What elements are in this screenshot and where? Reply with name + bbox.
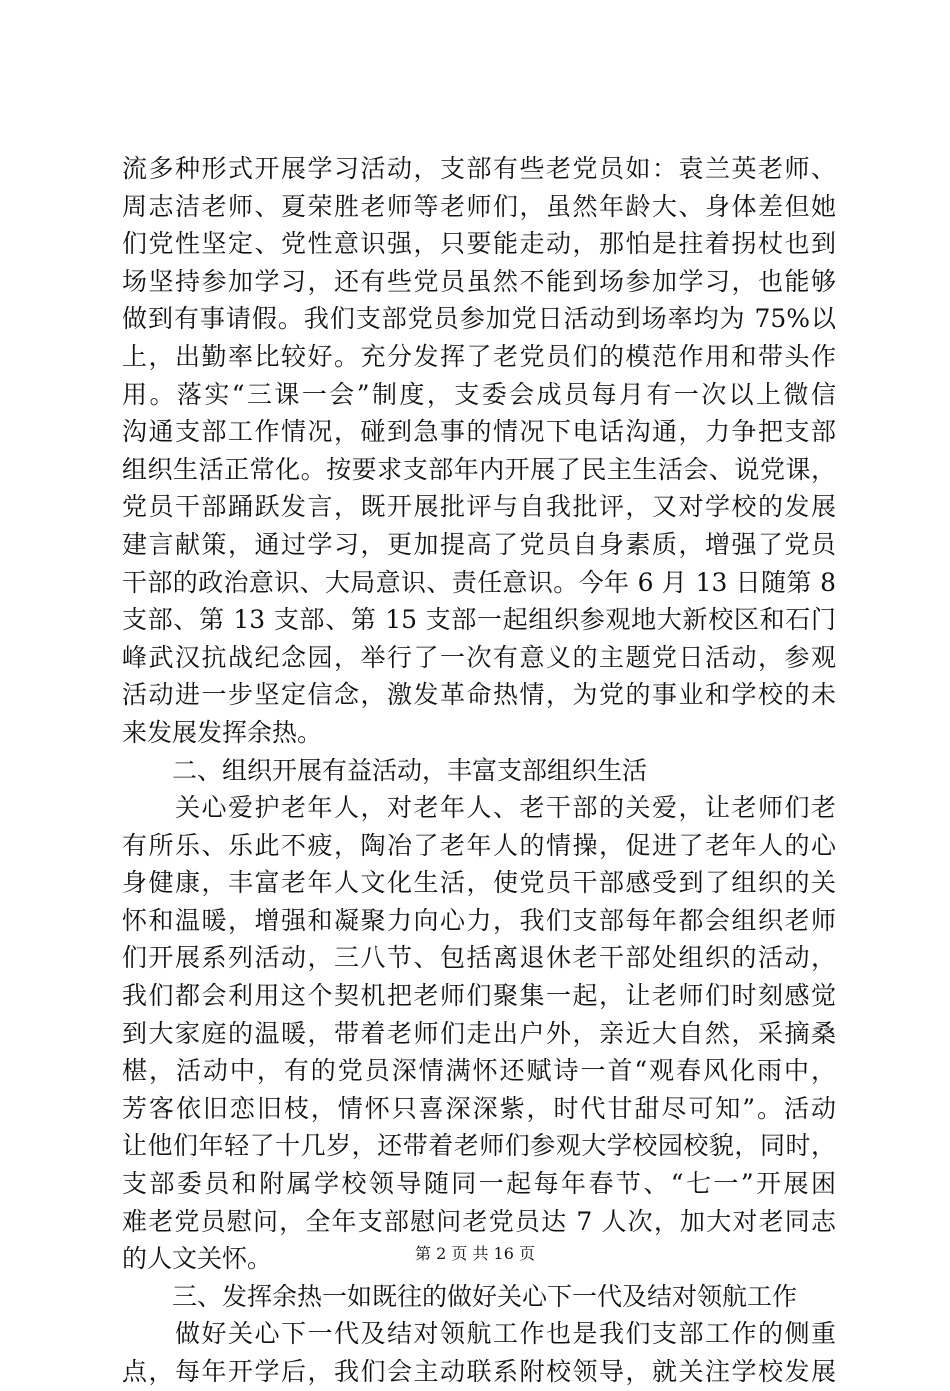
text-line: 芳客依旧恋旧枝，情怀只喜深深紫，时代甘甜尽可知”。活动 — [122, 1093, 836, 1123]
text-line: 怀和温暖，增强和凝聚力向心力，我们支部每年都会组织老师 — [122, 905, 836, 935]
text-line: 场坚持参加学习，还有些党员虽然不能到场参加学习，也能够 — [122, 266, 836, 296]
text-line: 的人文关怀。 — [122, 1244, 273, 1274]
text-line: 支部委员和附属学校领导随同一起每年春节、“七一”开展困 — [122, 1169, 836, 1199]
text-line: 做好关心下一代及结对领航工作也是我们支部工作的侧重 — [122, 1319, 836, 1349]
text-line: 用。落实“三课一会”制度，支委会成员每月有一次以上微信 — [122, 379, 836, 409]
page-footer: 第 2 页 共 16 页 — [415, 1244, 535, 1263]
text-line: 沟通支部工作情况，碰到急事的情况下电话沟通，力争把支部 — [122, 417, 836, 447]
text-line: 们党性坚定、党性意识强，只要能走动，那怕是拄着拐杖也到 — [122, 229, 836, 259]
text-line: 关心爱护老年人，对老年人、老干部的关爱，让老师们老 — [122, 793, 836, 823]
text-line: 干部的政治意识、大局意识、责任意识。今年 6 月 13 日随第 8 — [122, 567, 836, 597]
text-line: 点，每年开学后，我们会主动联系附校领导，就关注学校发展 — [122, 1357, 836, 1386]
section-heading: 三、发挥余热一如既往的做好关心下一代及结对领航工作 — [122, 1281, 798, 1311]
document-body — [122, 150, 836, 1391]
text-line: 上，出勤率比较好。充分发挥了老党员们的模范作用和带头作 — [122, 341, 836, 371]
text-line: 让他们年轻了十几岁，还带着老师们参观大学校园校貌，同时， — [122, 1131, 836, 1161]
text-line: 支部、第 13 支部、第 15 支部一起组织参观地大新校区和石门 — [122, 605, 836, 635]
section-heading: 二、组织开展有益活动，丰富支部组织生活 — [122, 755, 648, 785]
text-line: 难老党员慰问，全年支部慰问老党员达 7 人次，加大对老同志 — [122, 1206, 836, 1236]
text-line: 们开展系列活动，三八节、包括离退休老干部处组织的活动， — [122, 943, 836, 973]
text-line: 建言献策，通过学习，更加提高了党员自身素质，增强了党员 — [122, 529, 836, 559]
text-line: 周志洁老师、夏荣胜老师等老师们，虽然年龄大、身体差但她 — [122, 191, 836, 221]
text-line: 我们都会利用这个契机把老师们聚集一起，让老师们时刻感觉 — [122, 981, 836, 1011]
text-line: 组织生活正常化。按要求支部年内开展了民主生活会、说党课， — [122, 454, 836, 484]
text-line: 身健康，丰富老年人文化生活，使党员干部感受到了组织的关 — [122, 868, 836, 898]
text-line: 来发展发挥余热。 — [122, 717, 323, 747]
text-line: 活动进一步坚定信念，激发革命热情，为党的事业和学校的未 — [122, 680, 836, 710]
text-line: 有所乐、乐此不疲，陶冶了老年人的情操，促进了老年人的心 — [122, 830, 836, 860]
text-line: 到大家庭的温暖，带着老师们走出户外，亲近大自然，采摘桑 — [122, 1018, 836, 1048]
text-line: 流多种形式开展学习活动，支部有些老党员如：袁兰英老师、 — [122, 154, 836, 183]
text-line: 党员干部踊跃发言，既开展批评与自我批评，又对学校的发展 — [122, 492, 836, 522]
text-line: 椹，活动中，有的党员深情满怀还赋诗一首“观春风化雨中， — [122, 1056, 836, 1086]
text-line: 峰武汉抗战纪念园，举行了一次有意义的主题党日活动，参观 — [122, 642, 836, 672]
text-line: 做到有事请假。我们支部党员参加党日活动到场率均为 75%以 — [122, 304, 836, 334]
